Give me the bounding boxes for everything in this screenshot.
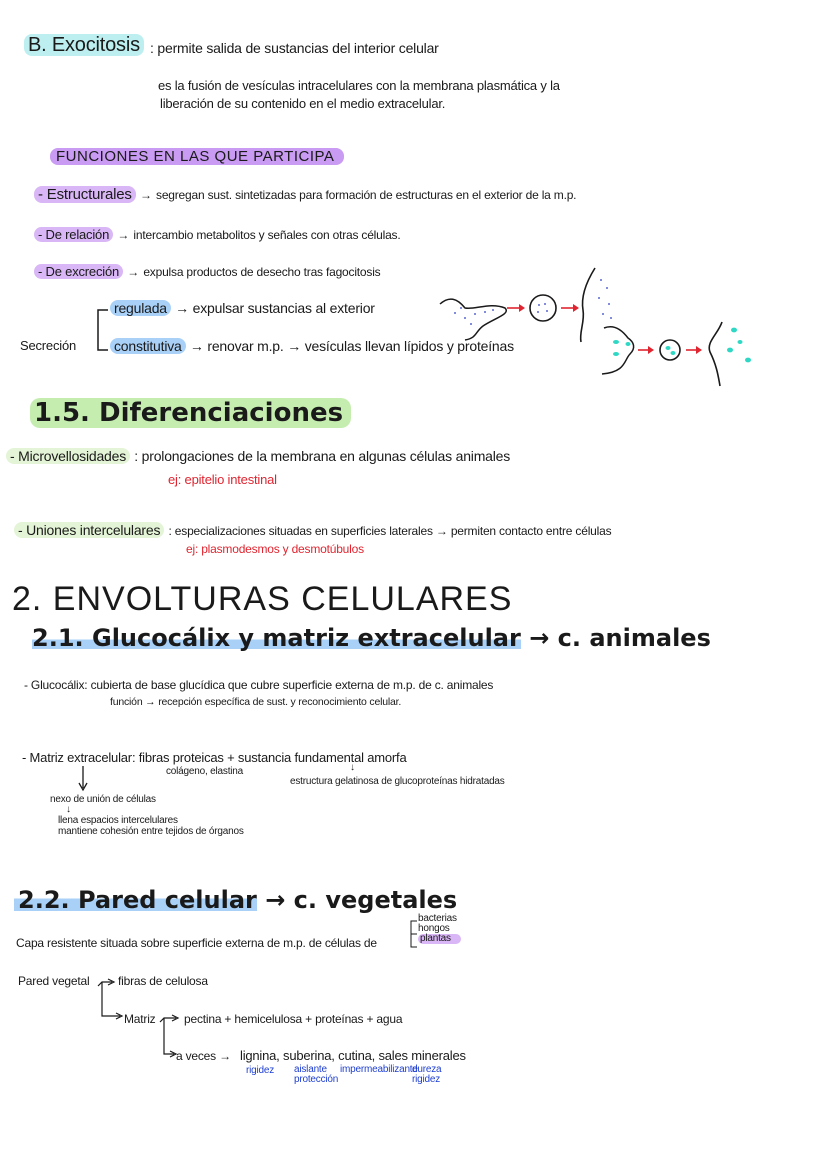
component-sales: sales minerales <box>378 1048 466 1063</box>
fibras-note: colágeno, elastina <box>166 766 244 777</box>
funcion-item: - Estructurales → segregan sust. sintetizadas para formación de estructuras en el exterior de la m.p. <box>34 186 576 204</box>
exocitosis-line3: liberación de su contenido en el medio extracelular. <box>160 96 446 111</box>
organisms-list <box>418 914 461 944</box>
pared-heading-row <box>14 886 457 914</box>
diferenciacion-item <box>6 448 510 466</box>
organisms-bracket-icon <box>408 918 418 950</box>
envolturas-heading: 2. ENVOLTURAS CELULARES <box>12 580 513 618</box>
sustancia-note: estructura gelatinosa de glucoproteínas hidratadas <box>290 776 505 787</box>
llena-text: llena espacios intercelulares <box>58 815 178 826</box>
component-cutina: cutina, <box>338 1048 376 1063</box>
regulated-secretion-diagram-icon <box>435 268 615 343</box>
component-suberina: suberina, <box>283 1048 335 1063</box>
glucocalix-funcion: función → recepción específica de sust. y reconocimiento celular. <box>110 696 402 708</box>
regulada-label: regulada <box>110 300 171 316</box>
diferenciacion-example: ej: epitelio intestinal <box>168 472 277 487</box>
secrecion-regulada: regulada → expulsar sustancias al exterior <box>110 300 375 318</box>
pared-heading-target: → c. vegetales <box>265 886 458 914</box>
funcion-text: segregan sust. sintetizadas para formación de estructuras en el exterior de la m.p. <box>156 188 577 202</box>
diferenciacion-text: : prolongaciones de la membrana en algunas células animales <box>134 448 511 464</box>
secrecion-label: Secreción <box>20 338 77 353</box>
constitutiva-label: constitutiva <box>110 338 186 354</box>
diferenciacion-label: - Microvellosidades <box>6 448 130 464</box>
organism-item: bacterias <box>418 913 457 924</box>
diferenciaciones-heading-row <box>30 398 351 428</box>
glucocalix-heading-row <box>32 624 711 652</box>
constitutive-secretion-diagram-icon <box>600 320 770 390</box>
matriz-label: - Matriz extracelular <box>22 750 132 765</box>
exocitosis-definition: : permite salida de sustancias del interior celular <box>150 40 439 56</box>
down-arrow-icon <box>78 766 88 792</box>
components-row <box>240 1048 466 1063</box>
pared-heading: 2.2. Pared celular <box>14 886 257 914</box>
funcion-text: expulsa productos de desecho tras fagocitosis <box>143 265 381 279</box>
diferenciacion-example: ej: plasmodesmos y desmotúbulos <box>186 542 364 556</box>
organism-item: plantas <box>418 934 461 944</box>
funcion-label: - De excreción <box>34 264 123 279</box>
funcion-text: intercambio metabolitos y señales con otras células. <box>133 228 401 242</box>
diferenciacion-item <box>14 522 611 540</box>
pared-vegetal-label: Pared vegetal <box>18 974 90 988</box>
sustancia-arrow: ↓ <box>350 762 355 773</box>
matriz-label: Matriz <box>124 1012 156 1026</box>
note-sales: dureza rigidez <box>412 1064 442 1085</box>
matriz-definition: - Matriz extracelular: fibras proteicas + sustancia fundamental amorfa <box>22 750 407 765</box>
nexo-arrow: ↓ <box>66 804 71 815</box>
glucocalix-definition: - Glucocálix: cubierta de base glucídica que cubre superficie externa de m.p. de c. animales <box>24 678 494 692</box>
diferenciacion-text: : especializaciones situadas en superficies laterales → permiten contacto entre células <box>168 524 612 538</box>
note-rigidez: rigidez <box>246 1065 275 1076</box>
pared-definition: Capa resistente situada sobre superficie externa de m.p. de células de <box>16 936 377 950</box>
component-lignina: lignina, <box>240 1048 280 1063</box>
a-veces-label: a veces → <box>176 1049 231 1063</box>
organism-item: hongos <box>418 923 450 934</box>
diferenciaciones-heading: 1.5. Diferenciaciones <box>30 398 351 428</box>
matriz-components: pectina + hemicelulosa + proteínas + agua <box>184 1012 403 1026</box>
funcion-item: - De excreción → expulsa productos de desecho tras fagocitosis <box>34 263 380 281</box>
diferenciacion-label: - Uniones intercelulares <box>14 522 164 538</box>
exocitosis-title-row <box>24 34 144 57</box>
note-cutina: impermeabilizante <box>340 1064 418 1075</box>
glucocalix-label: - Glucocálix <box>24 678 85 692</box>
glucocalix-heading-target: → c. animales <box>529 624 711 652</box>
funcion-label: - Estructurales <box>34 186 136 203</box>
funcion-label: - De relación <box>34 227 113 242</box>
funcion-item: - De relación → intercambio metabolitos y señales con otras células. <box>34 226 401 244</box>
funciones-heading: FUNCIONES EN LAS QUE PARTICIPA <box>50 148 344 165</box>
nexo-text: nexo de unión de células <box>50 794 156 805</box>
note-suberina: aislante protección <box>294 1064 339 1085</box>
exocitosis-title: B. Exocitosis <box>24 34 144 56</box>
glucocalix-heading: 2.1. Glucocálix y matriz extracelular <box>32 624 521 652</box>
secrecion-constitutiva: constitutiva → renovar m.p. → vesículas llevan lípidos y proteínas <box>110 338 514 356</box>
funciones-heading-row <box>50 148 344 165</box>
fibras-celulosa: fibras de celulosa <box>118 974 208 988</box>
mantiene-text: mantiene cohesión entre tejidos de órganos <box>58 826 244 837</box>
exocitosis-line2: es la fusión de vesículas intracelulares con la membrana plasmática y la <box>158 78 560 93</box>
